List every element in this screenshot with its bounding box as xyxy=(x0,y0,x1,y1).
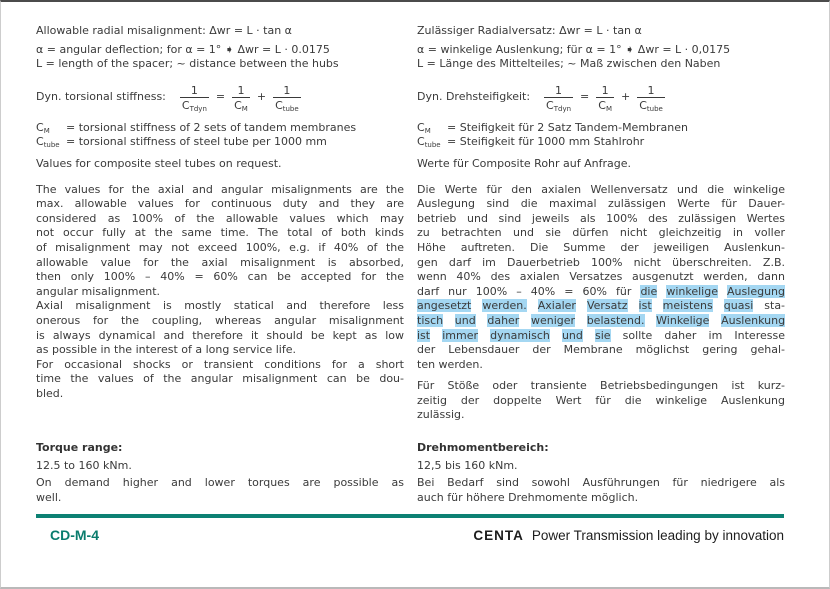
ctube-definition-de: $C_{tube}$ = Steifigkeit für 1000 mm Stahlrohr xyxy=(417,135,645,150)
alpha-definition-line-de: α = winkelige Auslenkung; für α = 1° ➧ Δwr = L · 0,0175 xyxy=(417,42,731,56)
highlighted-text: und xyxy=(561,328,583,342)
plus-sign: + xyxy=(621,90,631,104)
highlighted-text: Auslenkung xyxy=(721,313,786,327)
torque-paragraph-de: Bei Bedarf sind sowohl Ausführungen für niedrigere als auch für höhere Drehmomente möglich. xyxy=(417,476,785,504)
fraction-membrane: $\frac{1}{C_M}$ xyxy=(234,83,248,113)
torque-value-de: 12,5 bis 160 kNm. xyxy=(417,458,518,472)
highlighted-text: weniger xyxy=(530,313,576,327)
doc-content xyxy=(1,2,829,544)
cm-definition-en: $C_M$ = torsional stiffness of 2 sets of tandem membranes xyxy=(36,120,357,135)
stiffness-definitions-de xyxy=(417,121,785,150)
torque-paragraph-en: On demand higher and lower torques are possible as well. xyxy=(36,476,404,504)
fraction-tube: $\frac{1}{C_{tube}}$ xyxy=(639,83,663,113)
radial-misalignment-line-en: Allowable radial misalignment: Δwr = L · tan α xyxy=(36,24,292,37)
plus-sign: + xyxy=(256,90,267,104)
spacer-length-line-en: L = length of the spacer; ~ distance between the hubs xyxy=(36,57,339,71)
stiffness-label-en: Dyn. torsional stiffness: xyxy=(36,90,166,104)
spacer-length-line-de: L = Länge des Mittelteiles; ~ Maß zwischen den Naben xyxy=(417,57,721,71)
stiffness-formula-en xyxy=(36,84,404,112)
cm-symbol: $C_M$ xyxy=(417,120,431,135)
highlighted-text: dynamisch xyxy=(490,328,550,342)
alpha-definition-line-en: α = angular deflection; for α = 1° ➧ Δwr = L · 0.0175 xyxy=(36,42,330,56)
brand-line xyxy=(473,529,784,544)
misalignment-paragraph-de: Die Werte für den axialen Wellenversatz und die winkelige Auslegung sind die maximal zulässigen Werte für Dauer- betrieb und sind jeweils als 100% des zulässigen Wertes zu betrachten und sie dürfen nicht gleichzeitig in voller Höhe auftreten. Die Summe der jeweiligen Auslenkun- gen darf im Dauerbetrieb 100% nicht überschreiten. Z.B. wenn 40% des axialen Versatzes ausgenutzt werden, dann darf nur 100% – 40% = 60% für die winkelige Auslegung angesetzt werden. Axialer Versatz ist meistens quasi sta- tisch und daher weniger belastend. Winkelige Auslenkung ist immer dynamisch und sie sollte daher im Interesse der Lebensdauer der Membrane möglichst gering gehal- ten werden. Für Stöße oder transiente Betriebsbedingungen ist kurz- zeitig der doppelte Wert für die winkelige Auslenkung zulässig. xyxy=(417,182,786,422)
fraction-total: $\frac{1}{C_{Tdyn}}$ xyxy=(181,83,207,113)
stiffness-formula-de xyxy=(417,84,785,112)
equals-sign: = xyxy=(580,90,590,104)
highlighted-text: immer xyxy=(442,328,478,342)
brand-name: CENTA xyxy=(473,528,524,544)
cm-symbol: $C_M$ xyxy=(36,120,50,135)
stiffness-definitions-en xyxy=(36,121,404,150)
torque-heading-en: Torque range: xyxy=(36,441,123,455)
intro-en xyxy=(36,24,404,72)
teal-divider xyxy=(36,514,784,518)
content-columns xyxy=(36,24,784,505)
highlighted-text: Winkelige xyxy=(656,313,710,327)
fraction-tube: $\frac{1}{C_{tube}}$ xyxy=(275,83,299,113)
highlighted-text: Axialer xyxy=(537,299,576,313)
stiffness-equation-de xyxy=(544,84,665,112)
composite-note-de: Werte für Composite Rohr auf Anfrage. xyxy=(417,156,631,170)
torque-value-en: 12.5 to 160 kNm. xyxy=(36,458,132,472)
highlighted-text: sie xyxy=(595,328,611,342)
brand-tagline: Power Transmission leading by innovation xyxy=(531,528,784,544)
equals-sign: = xyxy=(215,90,226,104)
ctube-symbol: $C_{tube}$ xyxy=(36,135,60,150)
highlighted-text: ist xyxy=(417,328,431,342)
highlighted-text: quasi xyxy=(723,299,754,313)
misalignment-paragraph-en: The values for the axial and angular misalignments are the max. allowable values for continuous duty and they are considered as 100% of the allowable values which may not occur fully at the same time. The total of both kinds of misalignment may not exceed 100%, e.g. if 40% of the allowable value for the axial misalignment is absorbed, then only 100% – 40% = 60% can be accepted for the angular misalignment. Axial misalignment is mostly statical and therefore less onerous for the coupling, whereas angular misalignment is always dynamical and therefore it should be kept as low as possible in the interest of a long service life. For occasional shocks or transient conditions for a short time the values of the angular misalignment can be dou- bled. xyxy=(36,182,404,400)
highlighted-text: meistens xyxy=(662,299,713,313)
torque-heading-de: Drehmomentbereich: xyxy=(417,441,549,455)
highlighted-text: die xyxy=(640,284,658,298)
highlighted-text: tisch xyxy=(417,313,444,327)
fraction-total: $\frac{1}{C_{Tdyn}}$ xyxy=(546,83,572,113)
radial-misalignment-line-de: Zulässiger Radialversatz: Δwr = L · tan α xyxy=(417,24,642,37)
highlighted-text: winkelige xyxy=(666,284,718,298)
highlighted-text: und xyxy=(454,313,476,327)
highlighted-text: Versatz xyxy=(586,299,628,313)
highlighted-text: daher xyxy=(487,313,520,327)
intro-de xyxy=(417,24,785,72)
highlighted-text: belastend. xyxy=(586,313,645,327)
composite-note-en: Values for composite steel tubes on request. xyxy=(36,156,282,170)
stiffness-label-de: Dyn. Drehsteifigkeit: xyxy=(417,90,531,104)
ctube-definition-en: $C_{tube}$ = torsional stiffness of steel tube per 1000 mm xyxy=(36,135,327,150)
page-footer xyxy=(36,528,784,544)
cm-definition-de: $C_M$ = Steifigkeit für 2 Satz Tandem-Membranen xyxy=(417,120,688,135)
doc-code: CD-M-4 xyxy=(50,527,99,544)
fraction-membrane: $\frac{1}{C_M}$ xyxy=(598,83,612,113)
highlighted-text: Auslegung xyxy=(727,284,785,298)
ctube-symbol: $C_{tube}$ xyxy=(417,135,441,150)
highlighted-text: werden. xyxy=(482,299,527,313)
highlighted-text: ist xyxy=(638,299,652,313)
stiffness-equation xyxy=(180,84,301,112)
highlighted-text: angesetzt xyxy=(417,299,472,313)
